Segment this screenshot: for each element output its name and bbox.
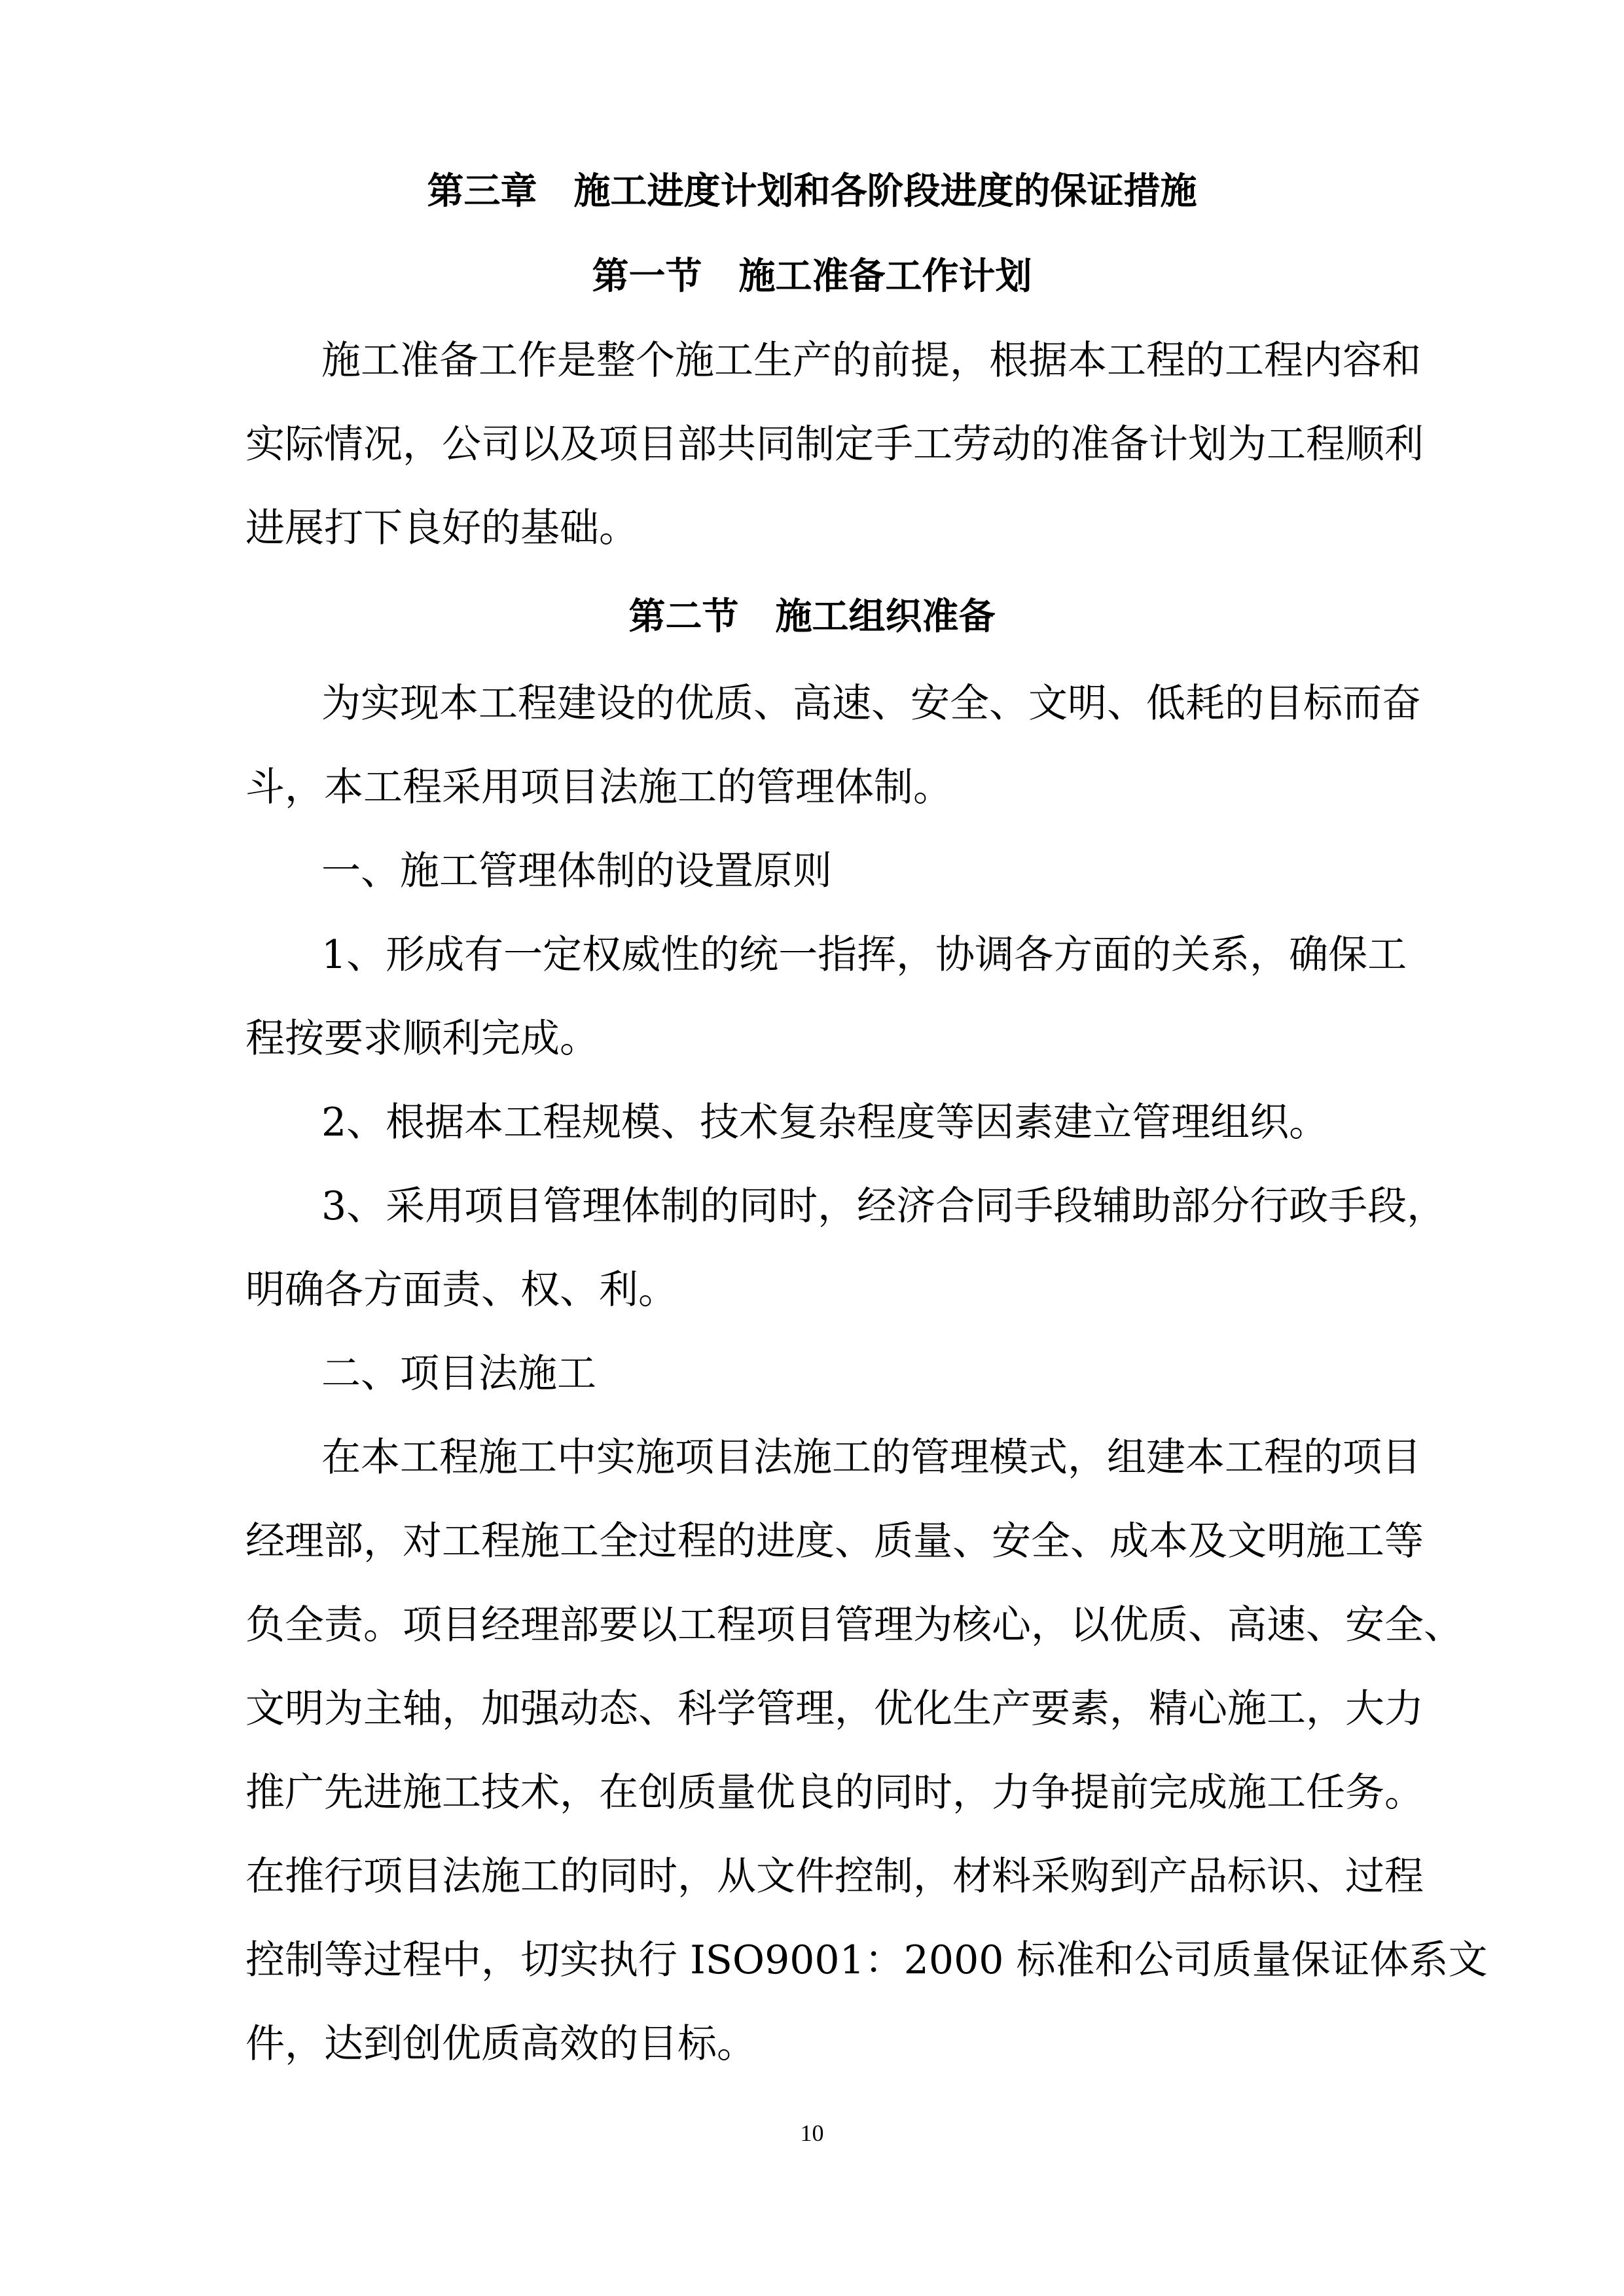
- paragraph-line: 施工准备工作是整个施工生产的前提，根据本工程的工程内容和: [321, 338, 1421, 384]
- paragraph-line: 推广先进施工技术，在创质量优良的同时，力争提前完成施工任务。: [245, 1770, 1424, 1816]
- section-1-title: 第一节 施工准备工作计划: [592, 255, 1032, 298]
- list-item-line: 程按要求顺利完成。: [245, 1016, 599, 1062]
- paragraph-line: 经理部，对工程施工全过程的进度、质量、安全、成本及文明施工等: [245, 1518, 1424, 1564]
- paragraph-line: 斗，本工程采用项目法施工的管理体制。: [245, 764, 952, 810]
- list-item-line: 明确各方面责、权、利。: [245, 1267, 677, 1313]
- paragraph-line: 文明为主轴，加强动态、科学管理，优化生产要素，精心施工，大力: [245, 1686, 1424, 1732]
- subsection-title: 一、施工管理体制的设置原则: [321, 848, 832, 894]
- paragraph-line: 为实现本工程建设的优质、高速、安全、文明、低耗的目标而奋: [321, 681, 1421, 726]
- list-item-line: 1、形成有一定权威性的统一指挥，协调各方面的关系，确保工: [321, 932, 1407, 978]
- paragraph-line: 在推行项目法施工的同时，从文件控制，材料采购到产品标识、过程: [245, 1854, 1424, 1899]
- paragraph-line: 在本工程施工中实施项目法施工的管理模式，组建本工程的项目: [321, 1435, 1421, 1480]
- list-item-line: 3、采用项目管理体制的同时，经济合同手段辅助部分行政手段，: [321, 1183, 1447, 1229]
- paragraph-line: 件，达到创优质高效的目标。: [245, 2021, 756, 2067]
- paragraph-line: 实际情况，公司以及项目部共同制定手工劳动的准备计划为工程顺利: [245, 422, 1424, 467]
- section-2-title: 第二节 施工组织准备: [628, 596, 996, 638]
- page-number: 10: [800, 2120, 824, 2146]
- chapter-title: 第三章 施工进度计划和各阶段进度的保证措施: [427, 170, 1197, 213]
- subsection-title: 二、项目法施工: [321, 1351, 596, 1397]
- list-item-line: 2、根据本工程规模、技术复杂程度等因素建立管理组织。: [321, 1100, 1329, 1145]
- paragraph-line: 负全责。项目经理部要以工程项目管理为核心，以优质、高速、安全、: [245, 1602, 1463, 1648]
- paragraph-line: 进展打下良好的基础。: [245, 505, 638, 551]
- paragraph-line: 控制等过程中，切实执行 ISO9001：2000 标准和公司质量保证体系文: [245, 1937, 1488, 1983]
